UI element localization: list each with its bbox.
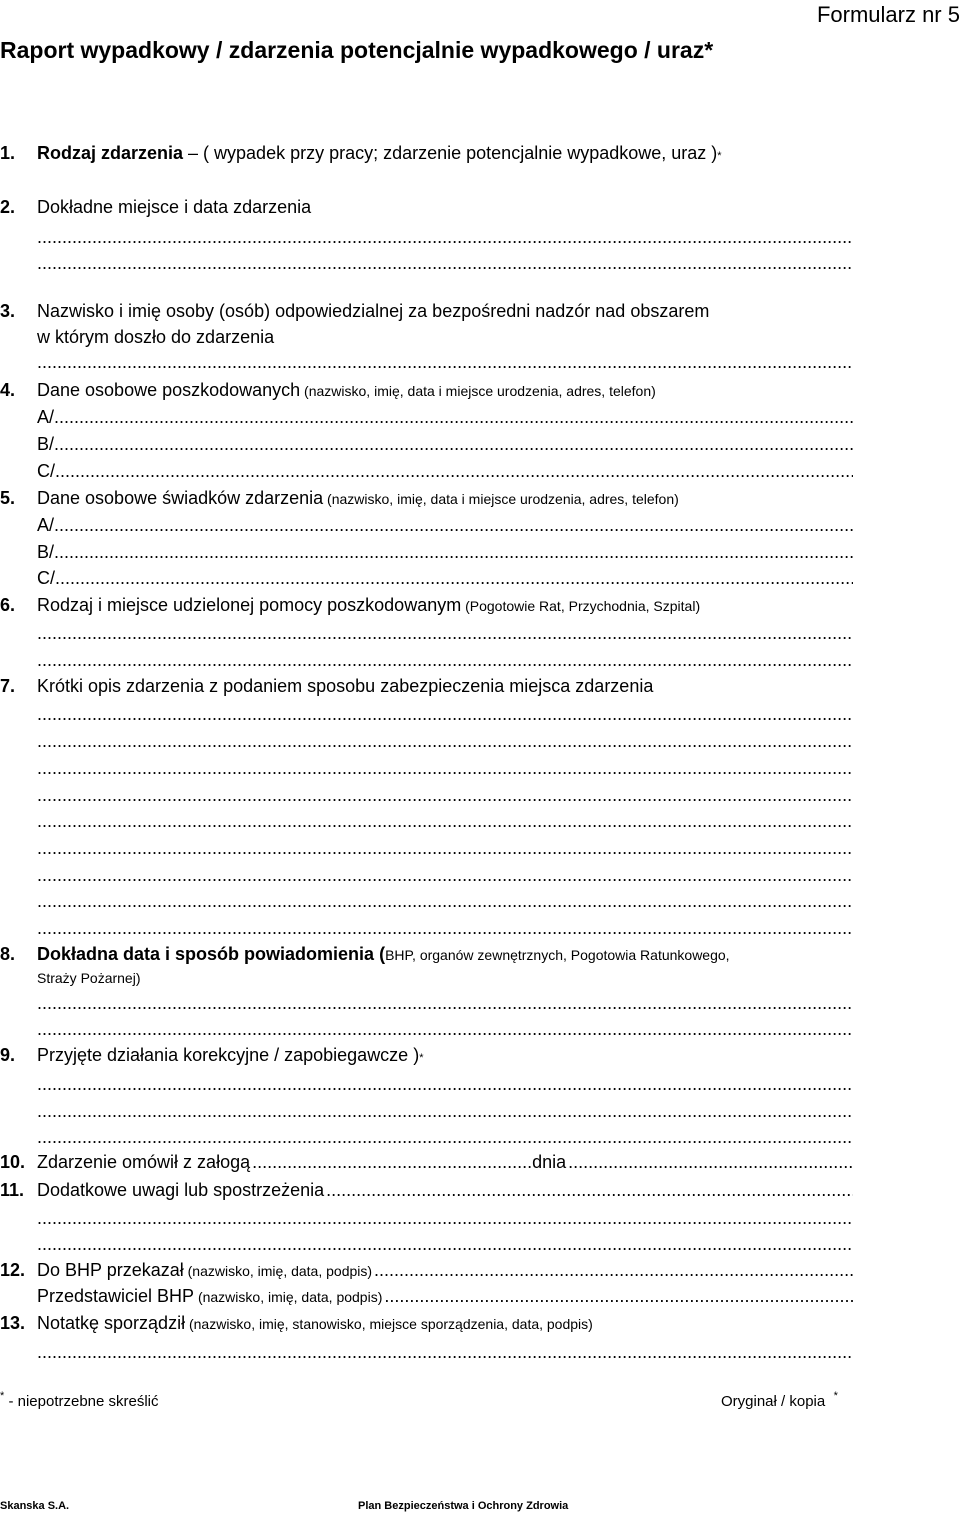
item-number: 9. <box>0 1045 16 1065</box>
field-label: A/ <box>37 407 55 427</box>
item-1 <box>0 140 853 166</box>
item-label: Dokładna data i sposób powiadomienia <box>37 944 375 964</box>
field-label: C/ <box>37 568 55 588</box>
item-mid-label: dnia <box>532 1152 567 1172</box>
item-hint: (Pogotowie Rat, Przychodnia, Szpital) <box>461 598 701 614</box>
field-5b[interactable] <box>0 539 853 565</box>
item-number: 7. <box>0 676 16 696</box>
item-number: 10. <box>0 1152 26 1172</box>
page-title: Raport wypadkowy / zdarzenia potencjalnie wypadkowego / uraz* <box>0 37 714 63</box>
item-12-bhp[interactable] <box>0 1283 853 1309</box>
fill-line[interactable] <box>0 728 853 754</box>
asterisk: * <box>419 1052 424 1064</box>
fill-line[interactable] <box>0 250 853 276</box>
item-label: Dokładne miejsce i data zdarzenia <box>37 197 312 217</box>
original-copy-note <box>721 1390 838 1410</box>
item-10[interactable] <box>0 1149 853 1175</box>
item-label: Rodzaj zdarzenia <box>37 143 184 163</box>
item-label: Krótki opis zdarzenia z podaniem sposobu zabezpieczenia miejsca zdarzenia <box>37 676 654 696</box>
item-12[interactable] <box>0 1257 853 1283</box>
item-number: 3. <box>0 301 16 321</box>
item-number: 5. <box>0 488 16 508</box>
item-8 <box>0 941 853 967</box>
footnote-text: - niepotrzebne skreślić <box>4 1393 159 1410</box>
item-label: Rodzaj i miejsce udzielonej pomocy poszkodowanym <box>37 595 462 615</box>
field-4b[interactable] <box>0 431 853 457</box>
fill-line[interactable] <box>0 782 853 808</box>
fill-line[interactable] <box>0 1339 853 1365</box>
item-number: 4. <box>0 380 16 400</box>
item-4 <box>0 377 853 403</box>
item-paren: ( <box>374 944 386 964</box>
item-3-cont <box>0 324 853 350</box>
asterisk: * <box>833 1390 838 1402</box>
fill-line[interactable] <box>0 888 853 914</box>
fill-line[interactable] <box>0 647 853 673</box>
fill-line[interactable] <box>0 990 853 1016</box>
item-hint: BHP, organów zewnętrznych, Pogotowia Ratunkowego, <box>385 947 730 963</box>
item-3 <box>0 298 853 324</box>
fill-line[interactable] <box>0 915 853 941</box>
footer-company: Skanska S.A. <box>0 1500 70 1512</box>
field-label: B/ <box>37 434 55 454</box>
item-8-cont <box>0 965 853 991</box>
item-number: 11. <box>0 1180 25 1200</box>
item-label: Notatkę sporządził <box>37 1313 186 1333</box>
field-4c[interactable] <box>0 458 853 484</box>
fill-line[interactable] <box>0 755 853 781</box>
item-label: Dane osobowe świadków zdarzenia <box>37 488 324 508</box>
item-note: – ( wypadek przy pracy; zdarzenie potencjalnie wypadkowe, uraz ) <box>183 143 718 163</box>
item-hint: (nazwisko, imię, data, podpis) <box>194 1289 383 1305</box>
fill-line[interactable] <box>0 1098 853 1124</box>
fill-line[interactable] <box>0 1124 853 1150</box>
footnote <box>0 1390 159 1410</box>
item-13 <box>0 1310 853 1336</box>
item-9 <box>0 1042 853 1068</box>
item-label: Przyjęte działania korekcyjne / zapobiegawcze ) <box>37 1045 420 1065</box>
item-hint-cont: Straży Pożarnej) <box>37 970 141 986</box>
fill-line[interactable] <box>0 701 853 727</box>
item-number: 8. <box>0 944 16 964</box>
field-5c[interactable] <box>0 565 853 591</box>
item-hint: (nazwisko, imię, data i miejsce urodzenia, adres, telefon) <box>323 491 679 507</box>
item-number: 1. <box>0 143 16 163</box>
item-label-cont: w którym doszło do zdarzenia <box>37 327 275 347</box>
fill-line[interactable] <box>0 835 853 861</box>
item-number: 2. <box>0 197 16 217</box>
item-hint: (nazwisko, imię, data i miejsce urodzenia, adres, telefon) <box>300 383 656 399</box>
fill-line[interactable] <box>0 620 853 646</box>
original-copy-text: Oryginał / kopia <box>721 1393 826 1410</box>
asterisk: * <box>717 150 722 162</box>
item-number: 12. <box>0 1260 26 1280</box>
fill-line[interactable] <box>0 862 853 888</box>
item-label: Dodatkowe uwagi lub spostrzeżenia <box>37 1180 325 1200</box>
item-hint: (nazwisko, imię, data, podpis) <box>183 1263 373 1279</box>
item-11[interactable] <box>0 1177 853 1203</box>
item-label: Dane osobowe poszkodowanych <box>37 380 301 400</box>
item-2 <box>0 194 853 220</box>
field-label: A/ <box>37 515 55 535</box>
item-hint: (nazwisko, imię, stanowisko, miejsce sporządzenia, data, podpis) <box>185 1316 593 1332</box>
item-label: Nazwisko i imię osoby (osób) odpowiedzialnej za bezpośredni nadzór nad obszarem <box>37 301 710 321</box>
fill-line[interactable] <box>0 1205 853 1231</box>
fill-line[interactable] <box>0 224 853 250</box>
fill-line[interactable] <box>0 808 853 834</box>
item-7 <box>0 673 853 699</box>
fill-line[interactable] <box>0 349 853 375</box>
footer-plan: Plan Bezpieczeństwa i Ochrony Zdrowia <box>358 1500 569 1512</box>
item-6 <box>0 592 853 618</box>
item-label: Zdarzenie omówił z załogą <box>37 1152 251 1172</box>
fill-line[interactable] <box>0 1071 853 1097</box>
item-label: Do BHP przekazał <box>37 1260 184 1280</box>
asterisk: * <box>0 1390 5 1402</box>
item-label: Przedstawiciel BHP <box>37 1286 195 1306</box>
field-label: C/ <box>37 461 55 481</box>
fill-line[interactable] <box>0 1231 853 1257</box>
item-number: 13. <box>0 1313 26 1333</box>
form-number: Formularz nr 5 <box>816 2 960 27</box>
fill-line[interactable] <box>0 1016 853 1042</box>
field-4a[interactable] <box>0 404 853 430</box>
field-5a[interactable] <box>0 512 853 538</box>
item-number: 6. <box>0 595 16 615</box>
field-label: B/ <box>37 542 55 562</box>
item-5 <box>0 485 853 511</box>
